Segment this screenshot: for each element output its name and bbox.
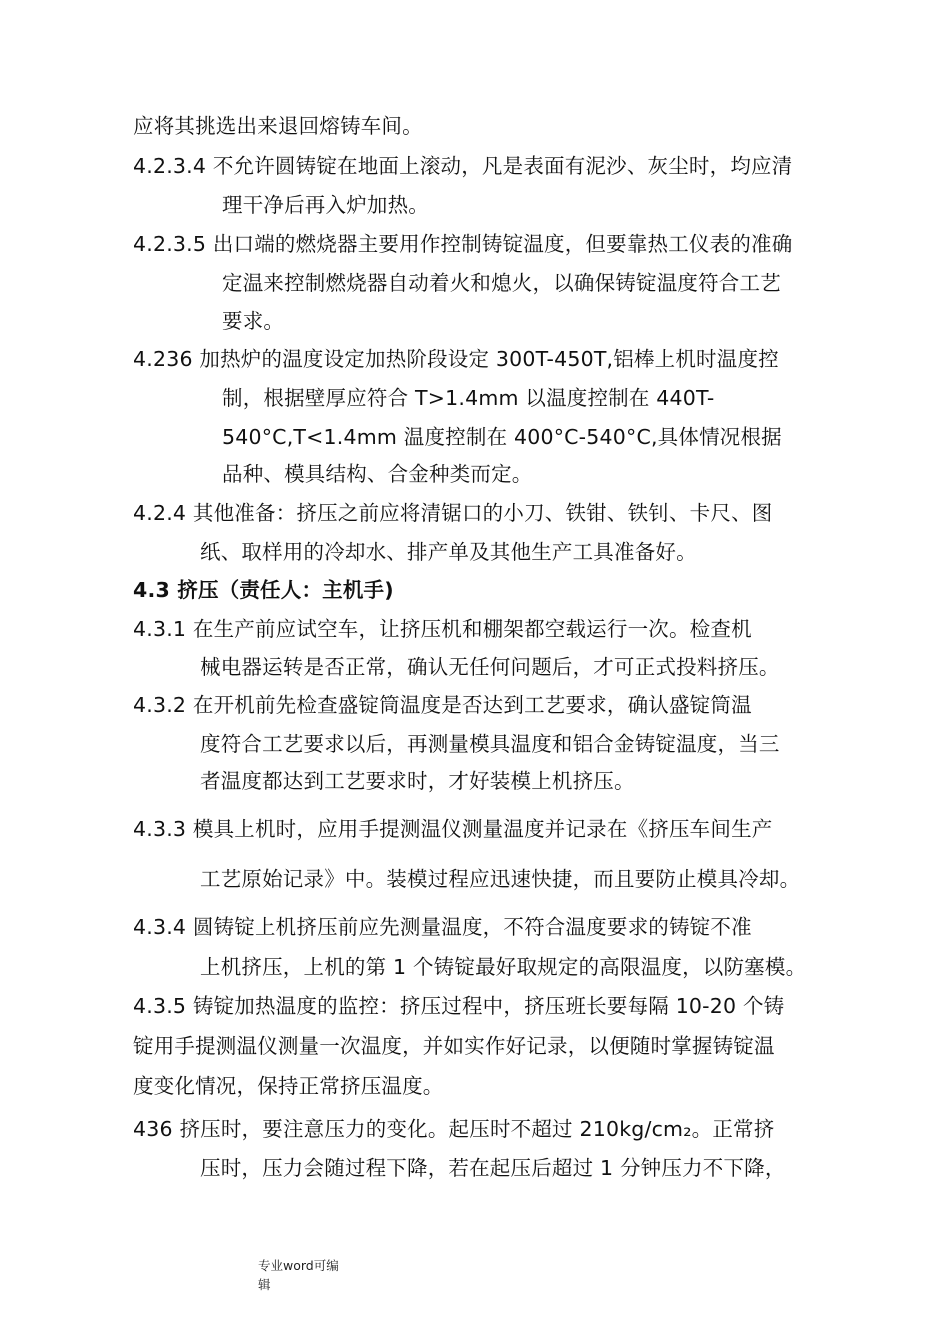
text-line: 度变化情况，保持正常挤压温度。 — [133, 1074, 444, 1098]
text-line: 要求。 — [222, 309, 285, 333]
text-line: 4.236 加热炉的温度设定加热阶段设定 300T-450T,铝棒上机时温度控 — [133, 347, 779, 371]
text-line: 540°C,T<1.4mm 温度控制在 400°C-540°C,具体情况根据 — [222, 425, 782, 449]
text-line: 理干净后再入炉加热。 — [222, 193, 429, 217]
text-line: 4.3.4 圆铸锭上机挤压前应先测量温度，不符合温度要求的铸锭不准 — [133, 915, 752, 939]
text-line: 者温度都达到工艺要求时，才好装模上机挤压。 — [200, 769, 635, 793]
section-heading: 4.3 挤压（责任人：主机手) — [133, 578, 394, 602]
footer-line: 专业word可编 — [258, 1258, 339, 1273]
text-line: 4.3.5 铸锭加热温度的监控：挤压过程中，挤压班长要每隔 10-20 个铸 — [133, 994, 785, 1018]
text-line: 工艺原始记录》中。装模过程应迅速快捷，而且要防止模具冷却。 — [200, 867, 801, 891]
text-line: 4.3.1 在生产前应试空车，让挤压机和棚架都空载运行一次。检查机 — [133, 617, 752, 641]
page-footer — [258, 1256, 368, 1294]
text-line: 锭用手提测温仪测量一次温度，并如实作好记录，以便随时掌握铸锭温 — [133, 1034, 775, 1058]
text-line: 纸、取样用的冷却水、排产单及其他生产工具准备好。 — [200, 540, 697, 564]
text-line: 品种、模具结构、合金种类而定。 — [222, 462, 533, 486]
text-line: 上机挤压，上机的第 1 个铸锭最好取规定的高限温度，以防塞模。 — [200, 955, 807, 979]
footer-line: 辑 — [258, 1277, 271, 1292]
text-line: 应将其挑选出来退回熔铸车间。 — [133, 114, 423, 138]
text-line: 械电器运转是否正常，确认无任何问题后，才可正式投料挤压。 — [200, 655, 780, 679]
text-line: 压时，压力会随过程下降，若在起压后超过 1 分钟压力不下降， — [200, 1156, 786, 1180]
text-line: 制，根据壁厚应符合 T>1.4mm 以温度控制在 440T- — [222, 386, 715, 410]
text-line: 4.2.3.4 不允许圆铸锭在地面上滚动，凡是表面有泥沙、灰尘时，均应清 — [133, 154, 793, 178]
text-line: 4.2.3.5 出口端的燃烧器主要用作控制铸锭温度，但要靠热工仪表的准确 — [133, 232, 793, 256]
text-line: 4.3.2 在开机前先检查盛锭筒温度是否达到工艺要求，确认盛锭筒温 — [133, 693, 752, 717]
text-line: 度符合工艺要求以后，再测量模具温度和铝合金铸锭温度，当三 — [200, 732, 780, 756]
text-line: 4.3.3 模具上机时，应用手提测温仪测量温度并记录在《挤压车间生产 — [133, 817, 773, 841]
text-line: 定温来控制燃烧器自动着火和熄火，以确保铸锭温度符合工艺 — [222, 271, 781, 295]
text-line: 4.2.4 其他准备：挤压之前应将清锯口的小刀、铁钳、铁钊、卡尺、图 — [133, 501, 773, 525]
text-line: 436 挤压时，要注意压力的变化。起压时不超过 210kg/cm₂。正常挤 — [133, 1117, 775, 1141]
